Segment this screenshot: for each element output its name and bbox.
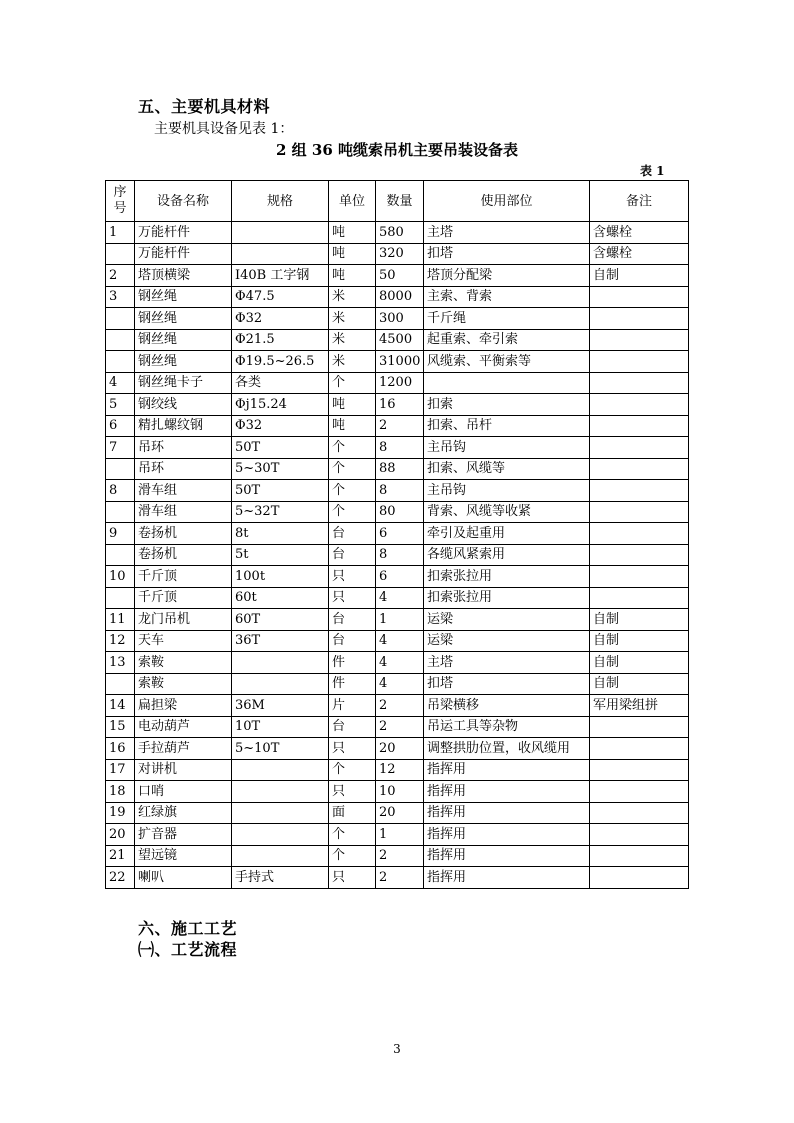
cell-unit: 米 bbox=[329, 329, 376, 351]
table-number: 表 1 bbox=[640, 164, 665, 178]
table-row bbox=[106, 630, 689, 652]
cell-spec: 5~32T bbox=[232, 501, 329, 523]
cell-unit: 吨 bbox=[329, 243, 376, 265]
cell-unit: 面 bbox=[329, 802, 376, 824]
cell-use: 指挥用 bbox=[424, 781, 590, 803]
cell-note bbox=[590, 587, 689, 609]
table-row bbox=[106, 695, 689, 717]
cell-note bbox=[590, 759, 689, 781]
table-row bbox=[106, 673, 689, 695]
table-row bbox=[106, 501, 689, 523]
cell-use: 扣索张拉用 bbox=[424, 587, 590, 609]
cell-name: 塔顶横梁 bbox=[135, 265, 232, 287]
cell-no bbox=[106, 587, 135, 609]
cell-note bbox=[590, 308, 689, 330]
cell-spec bbox=[232, 759, 329, 781]
table-row bbox=[106, 480, 689, 502]
intro-text: 主要机具设备见表 1： bbox=[154, 121, 294, 137]
cell-qty: 320 bbox=[376, 243, 424, 265]
cell-note bbox=[590, 329, 689, 351]
cell-unit: 个 bbox=[329, 480, 376, 502]
cell-unit: 吨 bbox=[329, 222, 376, 244]
cell-unit: 吨 bbox=[329, 394, 376, 416]
cell-note bbox=[590, 480, 689, 502]
cell-name: 钢丝绳 bbox=[135, 286, 232, 308]
cell-qty: 20 bbox=[376, 738, 424, 760]
cell-note bbox=[590, 867, 689, 889]
cell-spec bbox=[232, 781, 329, 803]
cell-use: 主塔 bbox=[424, 652, 590, 674]
cell-spec bbox=[232, 824, 329, 846]
cell-spec: 10T bbox=[232, 716, 329, 738]
cell-name: 滑车组 bbox=[135, 480, 232, 502]
cell-qty: 31000 bbox=[376, 351, 424, 373]
cell-spec bbox=[232, 652, 329, 674]
cell-spec bbox=[232, 802, 329, 824]
cell-note bbox=[590, 372, 689, 394]
cell-use: 指挥用 bbox=[424, 802, 590, 824]
cell-no: 9 bbox=[106, 523, 135, 545]
table-row bbox=[106, 652, 689, 674]
table-row bbox=[106, 544, 689, 566]
cell-name: 红绿旗 bbox=[135, 802, 232, 824]
cell-no: 4 bbox=[106, 372, 135, 394]
cell-unit: 台 bbox=[329, 716, 376, 738]
cell-name: 万能杆件 bbox=[135, 222, 232, 244]
table-row bbox=[106, 351, 689, 373]
cell-name: 卷扬机 bbox=[135, 523, 232, 545]
cell-qty: 16 bbox=[376, 394, 424, 416]
cell-spec: 5t bbox=[232, 544, 329, 566]
cell-spec: 手持式 bbox=[232, 867, 329, 889]
cell-spec: 36M bbox=[232, 695, 329, 717]
cell-no bbox=[106, 329, 135, 351]
cell-use: 扣索张拉用 bbox=[424, 566, 590, 588]
cell-use: 吊运工具等杂物 bbox=[424, 716, 590, 738]
header-unit: 单位 bbox=[329, 181, 376, 222]
cell-name: 滑车组 bbox=[135, 501, 232, 523]
cell-no: 16 bbox=[106, 738, 135, 760]
cell-no bbox=[106, 673, 135, 695]
cell-spec: 50T bbox=[232, 480, 329, 502]
table-row bbox=[106, 781, 689, 803]
cell-qty: 8 bbox=[376, 437, 424, 459]
cell-no: 18 bbox=[106, 781, 135, 803]
cell-no bbox=[106, 351, 135, 373]
cell-qty: 50 bbox=[376, 265, 424, 287]
table-row bbox=[106, 824, 689, 846]
cell-qty: 2 bbox=[376, 867, 424, 889]
cell-no: 15 bbox=[106, 716, 135, 738]
cell-unit: 个 bbox=[329, 824, 376, 846]
cell-note bbox=[590, 437, 689, 459]
cell-note bbox=[590, 523, 689, 545]
cell-unit: 个 bbox=[329, 759, 376, 781]
cell-use: 指挥用 bbox=[424, 759, 590, 781]
cell-spec: 5~30T bbox=[232, 458, 329, 480]
table-row bbox=[106, 523, 689, 545]
table-row bbox=[106, 222, 689, 244]
cell-unit: 只 bbox=[329, 781, 376, 803]
cell-note bbox=[590, 415, 689, 437]
cell-use: 起重索、牵引索 bbox=[424, 329, 590, 351]
cell-note: 自制 bbox=[590, 652, 689, 674]
cell-no bbox=[106, 544, 135, 566]
cell-spec: 各类 bbox=[232, 372, 329, 394]
cell-name: 钢丝绳 bbox=[135, 308, 232, 330]
cell-use: 调整拱肋位置，收风缆用 bbox=[424, 738, 590, 760]
cell-unit: 米 bbox=[329, 286, 376, 308]
cell-spec: Φ21.5 bbox=[232, 329, 329, 351]
cell-spec: Φ19.5~26.5 bbox=[232, 351, 329, 373]
cell-note: 含螺栓 bbox=[590, 222, 689, 244]
cell-unit: 台 bbox=[329, 609, 376, 631]
cell-no: 6 bbox=[106, 415, 135, 437]
header-qty: 数量 bbox=[376, 181, 424, 222]
cell-spec: I40B 工字钢 bbox=[232, 265, 329, 287]
table-row bbox=[106, 867, 689, 889]
cell-qty: 2 bbox=[376, 695, 424, 717]
cell-spec: Φj15.24 bbox=[232, 394, 329, 416]
cell-no: 10 bbox=[106, 566, 135, 588]
cell-name: 龙门吊机 bbox=[135, 609, 232, 631]
cell-spec: 100t bbox=[232, 566, 329, 588]
cell-qty: 12 bbox=[376, 759, 424, 781]
cell-spec bbox=[232, 845, 329, 867]
section-heading-5: 五、主要机具材料 bbox=[138, 97, 271, 116]
cell-name: 手拉葫芦 bbox=[135, 738, 232, 760]
cell-note bbox=[590, 544, 689, 566]
cell-name: 扩音器 bbox=[135, 824, 232, 846]
cell-use: 扣塔 bbox=[424, 673, 590, 695]
table-row bbox=[106, 286, 689, 308]
table-row bbox=[106, 265, 689, 287]
cell-name: 千斤顶 bbox=[135, 566, 232, 588]
cell-use: 扣索 bbox=[424, 394, 590, 416]
table-header-row bbox=[106, 181, 689, 222]
cell-name: 吊环 bbox=[135, 437, 232, 459]
cell-qty: 10 bbox=[376, 781, 424, 803]
cell-note bbox=[590, 351, 689, 373]
cell-spec: 36T bbox=[232, 630, 329, 652]
cell-use: 风缆索、平衡索等 bbox=[424, 351, 590, 373]
cell-name: 万能杆件 bbox=[135, 243, 232, 265]
cell-name: 望远镜 bbox=[135, 845, 232, 867]
cell-name: 精扎螺纹钢 bbox=[135, 415, 232, 437]
cell-use: 牵引及起重用 bbox=[424, 523, 590, 545]
cell-name: 千斤顶 bbox=[135, 587, 232, 609]
cell-unit: 台 bbox=[329, 544, 376, 566]
cell-name: 索鞍 bbox=[135, 673, 232, 695]
cell-no: 14 bbox=[106, 695, 135, 717]
table-row bbox=[106, 759, 689, 781]
table-row bbox=[106, 372, 689, 394]
table-title: 2 组 36 吨缆索吊机主要吊装设备表 bbox=[276, 141, 518, 159]
table-row bbox=[106, 243, 689, 265]
cell-qty: 2 bbox=[376, 716, 424, 738]
cell-spec: 50T bbox=[232, 437, 329, 459]
cell-no: 12 bbox=[106, 630, 135, 652]
cell-use: 运梁 bbox=[424, 630, 590, 652]
cell-spec: 60t bbox=[232, 587, 329, 609]
cell-no bbox=[106, 243, 135, 265]
cell-use: 塔顶分配梁 bbox=[424, 265, 590, 287]
cell-no: 8 bbox=[106, 480, 135, 502]
table-row bbox=[106, 845, 689, 867]
cell-note bbox=[590, 501, 689, 523]
cell-note: 自制 bbox=[590, 673, 689, 695]
cell-spec bbox=[232, 243, 329, 265]
page-number: 3 bbox=[393, 1042, 401, 1056]
cell-spec bbox=[232, 673, 329, 695]
cell-note bbox=[590, 458, 689, 480]
cell-no: 21 bbox=[106, 845, 135, 867]
cell-unit: 个 bbox=[329, 501, 376, 523]
cell-spec: 5~10T bbox=[232, 738, 329, 760]
cell-unit: 米 bbox=[329, 308, 376, 330]
cell-spec: 60T bbox=[232, 609, 329, 631]
header-no-line1: 序 bbox=[113, 185, 127, 200]
cell-note bbox=[590, 716, 689, 738]
cell-use: 主吊钩 bbox=[424, 437, 590, 459]
cell-name: 喇叭 bbox=[135, 867, 232, 889]
table-row bbox=[106, 308, 689, 330]
cell-use: 扣索、风缆等 bbox=[424, 458, 590, 480]
cell-unit: 个 bbox=[329, 458, 376, 480]
cell-use: 主塔 bbox=[424, 222, 590, 244]
cell-unit: 只 bbox=[329, 738, 376, 760]
cell-name: 钢绞线 bbox=[135, 394, 232, 416]
table-row bbox=[106, 802, 689, 824]
cell-note bbox=[590, 738, 689, 760]
cell-note bbox=[590, 845, 689, 867]
cell-use: 指挥用 bbox=[424, 824, 590, 846]
cell-name: 扁担梁 bbox=[135, 695, 232, 717]
header-use: 使用部位 bbox=[424, 181, 590, 222]
table-row bbox=[106, 329, 689, 351]
cell-qty: 1 bbox=[376, 824, 424, 846]
cell-spec: Φ32 bbox=[232, 308, 329, 330]
cell-note bbox=[590, 394, 689, 416]
cell-use: 各缆风紧索用 bbox=[424, 544, 590, 566]
cell-qty: 6 bbox=[376, 523, 424, 545]
cell-name: 钢丝绳 bbox=[135, 329, 232, 351]
cell-qty: 8 bbox=[376, 544, 424, 566]
table-row bbox=[106, 437, 689, 459]
header-note: 备注 bbox=[590, 181, 689, 222]
cell-note: 自制 bbox=[590, 609, 689, 631]
cell-note bbox=[590, 566, 689, 588]
cell-unit: 米 bbox=[329, 351, 376, 373]
table-row bbox=[106, 458, 689, 480]
cell-note bbox=[590, 824, 689, 846]
cell-note bbox=[590, 802, 689, 824]
cell-no: 11 bbox=[106, 609, 135, 631]
cell-qty: 8000 bbox=[376, 286, 424, 308]
cell-qty: 580 bbox=[376, 222, 424, 244]
cell-no: 20 bbox=[106, 824, 135, 846]
cell-qty: 1200 bbox=[376, 372, 424, 394]
table-row bbox=[106, 738, 689, 760]
table-row bbox=[106, 716, 689, 738]
header-no-line2: 号 bbox=[113, 201, 127, 216]
cell-unit: 台 bbox=[329, 523, 376, 545]
cell-note: 军用梁组拼 bbox=[590, 695, 689, 717]
cell-name: 钢丝绳卡子 bbox=[135, 372, 232, 394]
cell-qty: 80 bbox=[376, 501, 424, 523]
table-row bbox=[106, 394, 689, 416]
cell-unit: 件 bbox=[329, 652, 376, 674]
cell-qty: 20 bbox=[376, 802, 424, 824]
cell-unit: 只 bbox=[329, 566, 376, 588]
cell-no: 3 bbox=[106, 286, 135, 308]
cell-note: 自制 bbox=[590, 265, 689, 287]
cell-spec: 8t bbox=[232, 523, 329, 545]
cell-note bbox=[590, 781, 689, 803]
cell-no: 5 bbox=[106, 394, 135, 416]
cell-qty: 88 bbox=[376, 458, 424, 480]
cell-no: 19 bbox=[106, 802, 135, 824]
cell-name: 天车 bbox=[135, 630, 232, 652]
table-row bbox=[106, 566, 689, 588]
cell-qty: 2 bbox=[376, 415, 424, 437]
cell-note: 自制 bbox=[590, 630, 689, 652]
cell-unit: 只 bbox=[329, 587, 376, 609]
cell-spec: Φ32 bbox=[232, 415, 329, 437]
cell-qty: 4 bbox=[376, 652, 424, 674]
cell-use: 指挥用 bbox=[424, 845, 590, 867]
header-no bbox=[106, 181, 135, 222]
subsection-heading-1: ㈠、工艺流程 bbox=[138, 940, 238, 959]
cell-no: 7 bbox=[106, 437, 135, 459]
cell-name: 对讲机 bbox=[135, 759, 232, 781]
cell-qty: 1 bbox=[376, 609, 424, 631]
cell-no: 1 bbox=[106, 222, 135, 244]
cell-use: 主吊钩 bbox=[424, 480, 590, 502]
cell-unit: 只 bbox=[329, 867, 376, 889]
table-body bbox=[106, 222, 689, 889]
cell-unit: 台 bbox=[329, 630, 376, 652]
cell-qty: 4 bbox=[376, 673, 424, 695]
cell-spec: Φ47.5 bbox=[232, 286, 329, 308]
table-row bbox=[106, 587, 689, 609]
cell-unit: 个 bbox=[329, 437, 376, 459]
cell-name: 钢丝绳 bbox=[135, 351, 232, 373]
cell-note: 含螺栓 bbox=[590, 243, 689, 265]
cell-note bbox=[590, 286, 689, 308]
cell-use: 扣索、吊杆 bbox=[424, 415, 590, 437]
cell-qty: 300 bbox=[376, 308, 424, 330]
cell-qty: 4500 bbox=[376, 329, 424, 351]
cell-no bbox=[106, 308, 135, 330]
cell-no: 17 bbox=[106, 759, 135, 781]
cell-use: 千斤绳 bbox=[424, 308, 590, 330]
cell-name: 电动葫芦 bbox=[135, 716, 232, 738]
cell-unit: 吨 bbox=[329, 415, 376, 437]
cell-unit: 吨 bbox=[329, 265, 376, 287]
cell-no: 13 bbox=[106, 652, 135, 674]
cell-no bbox=[106, 458, 135, 480]
cell-use: 吊梁横移 bbox=[424, 695, 590, 717]
cell-unit: 个 bbox=[329, 845, 376, 867]
table-row bbox=[106, 415, 689, 437]
cell-use: 背索、风缆等收紧 bbox=[424, 501, 590, 523]
equipment-table bbox=[105, 180, 689, 889]
cell-qty: 8 bbox=[376, 480, 424, 502]
cell-name: 卷扬机 bbox=[135, 544, 232, 566]
cell-name: 索鞍 bbox=[135, 652, 232, 674]
table-row bbox=[106, 609, 689, 631]
cell-qty: 4 bbox=[376, 630, 424, 652]
cell-use: 指挥用 bbox=[424, 867, 590, 889]
cell-qty: 4 bbox=[376, 587, 424, 609]
cell-use: 主索、背索 bbox=[424, 286, 590, 308]
cell-no: 2 bbox=[106, 265, 135, 287]
cell-unit: 个 bbox=[329, 372, 376, 394]
cell-spec bbox=[232, 222, 329, 244]
cell-qty: 2 bbox=[376, 845, 424, 867]
cell-use bbox=[424, 372, 590, 394]
header-spec: 规格 bbox=[232, 181, 329, 222]
section-heading-6: 六、施工工艺 bbox=[138, 919, 238, 938]
cell-use: 扣塔 bbox=[424, 243, 590, 265]
cell-name: 口哨 bbox=[135, 781, 232, 803]
cell-name: 吊环 bbox=[135, 458, 232, 480]
cell-no: 22 bbox=[106, 867, 135, 889]
header-name: 设备名称 bbox=[135, 181, 232, 222]
cell-unit: 件 bbox=[329, 673, 376, 695]
cell-qty: 6 bbox=[376, 566, 424, 588]
cell-no bbox=[106, 501, 135, 523]
cell-use: 运梁 bbox=[424, 609, 590, 631]
cell-unit: 片 bbox=[329, 695, 376, 717]
